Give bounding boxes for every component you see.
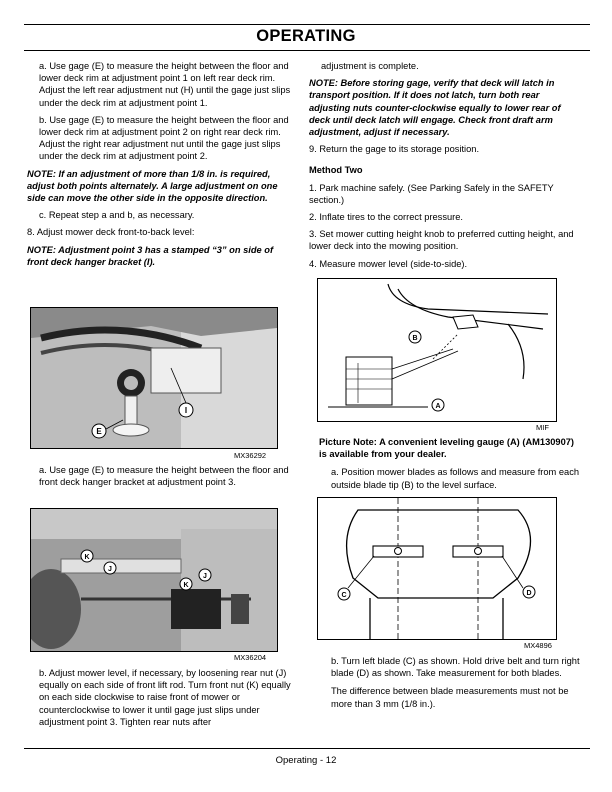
figure-id-mx36292: MX36292: [234, 451, 267, 460]
figure-lift-rod: [30, 508, 278, 652]
blade-difference: The difference between blade measurements must not be more than 3 mm (1/8 in.).: [331, 686, 569, 709]
callout-J-right: J: [203, 573, 207, 580]
header-rule: [24, 24, 590, 25]
gage-hanger-illustration: [31, 308, 277, 448]
right-column-3: [319, 655, 581, 710]
left-column-2: [27, 464, 295, 488]
figure-leveling-gauge: [317, 278, 557, 422]
method-step-2: 2. Inflate tires to the correct pressure.: [309, 212, 463, 223]
method-step-4: 4. Measure mower level (side-to-side).: [309, 258, 468, 269]
note-adjustment: NOTE: If an adjustment of more than 1/8 in. is required, adjust both points alternately. A large adjustment on one side can move the other side in the opposite direction.: [27, 168, 278, 204]
continued-text: adjustment is complete.: [321, 61, 419, 71]
blade-position-illustration: [318, 498, 556, 639]
step-c: c. Repeat step a and b, as necessary.: [39, 210, 195, 221]
right-column-2: [319, 436, 581, 491]
callout-K-right: K: [183, 582, 189, 589]
page-title: OPERATING: [256, 27, 356, 45]
callout-C: C: [341, 592, 347, 599]
picture-note: Picture Note: A convenient leveling gauge (A) (AM130907) is available from your dealer.: [319, 437, 575, 460]
left-column: [27, 60, 295, 268]
page-number: Operating - 12: [275, 755, 337, 766]
callout-K-left: K: [84, 554, 90, 561]
figure-id-mif: MIF: [536, 423, 549, 432]
step-a1: a. Use gage (E) to measure the height between the floor and lower deck rim at adjustment point 1 on left rear deck rim. Adjust the left rear adjustment nut (H) until the gage just slips under the deck rim at adjustment point 1.: [39, 61, 291, 108]
figure-gage-hanger: [30, 307, 278, 449]
footer-rule: [24, 748, 590, 749]
step-8: 8. Adjust mower deck front-to-back level:: [27, 227, 195, 238]
lift-rod-illustration: [31, 509, 277, 651]
callout-A: A: [435, 403, 441, 410]
header-rule-bottom: [24, 50, 590, 51]
step-a2: a. Use gage (E) to measure the height between the floor and front deck hanger bracket at adjustment point 3.: [39, 465, 289, 488]
step-b1: b. Use gage (E) to measure the height between the floor and lower deck rim at adjustment point 2 on right rear deck rim. Adjust the right rear adjustment nut until the gage just slips under the deck rim at adjustment point 2.: [39, 114, 289, 162]
callout-E: E: [96, 427, 102, 436]
left-column-3: [27, 667, 295, 728]
method-two-heading: Method Two: [309, 165, 363, 176]
step-b3: b. Turn left blade (C) as shown. Hold drive belt and turn right blade (D) as shown. Take measurement for both blades.: [331, 656, 580, 679]
step-9: 9. Return the gage to its storage position.: [309, 144, 480, 155]
figure-id-mx36204: MX36204: [234, 653, 267, 662]
callout-J-left: J: [108, 566, 112, 573]
callout-B: B: [412, 335, 418, 342]
callout-I: I: [184, 406, 188, 415]
figure-blade-position: [317, 497, 557, 640]
note-storing-gage: NOTE: Before storing gage, verify that deck will latch in transport position. If it does not latch, turn both rear adjusting nuts counter-clockwise equally to lower rear of deck until deck latch will engage. Check front draft arm adjustment, adjust if necessary.: [309, 78, 561, 138]
step-a3: a. Position mower blades as follows and measure from each outside blade tip (B) to the level surface.: [331, 467, 580, 490]
right-column: [309, 60, 579, 270]
step-b2: b. Adjust mower level, if necessary, by loosening rear nut (J) equally on each side of front lift rod. Turn front nut (K) equally on each side clockwise to raise front of mower or counterclockwise to lower it until gage just slips under adjustment point 3. Tighten rear nuts after: [39, 668, 291, 727]
callout-D: D: [526, 590, 532, 597]
method-step-3: 3. Set mower cutting height knob to preferred cutting height, and lower deck into the mowing position.: [309, 229, 574, 252]
method-step-1: 1. Park machine safely. (See Parking Safely in the SAFETY section.): [309, 182, 554, 205]
note-point3: NOTE: Adjustment point 3 has a stamped “3” on side of front deck hanger bracket (I).: [27, 244, 274, 267]
leveling-gauge-illustration: [318, 279, 556, 421]
figure-id-mx4896: MX4896: [524, 641, 552, 650]
